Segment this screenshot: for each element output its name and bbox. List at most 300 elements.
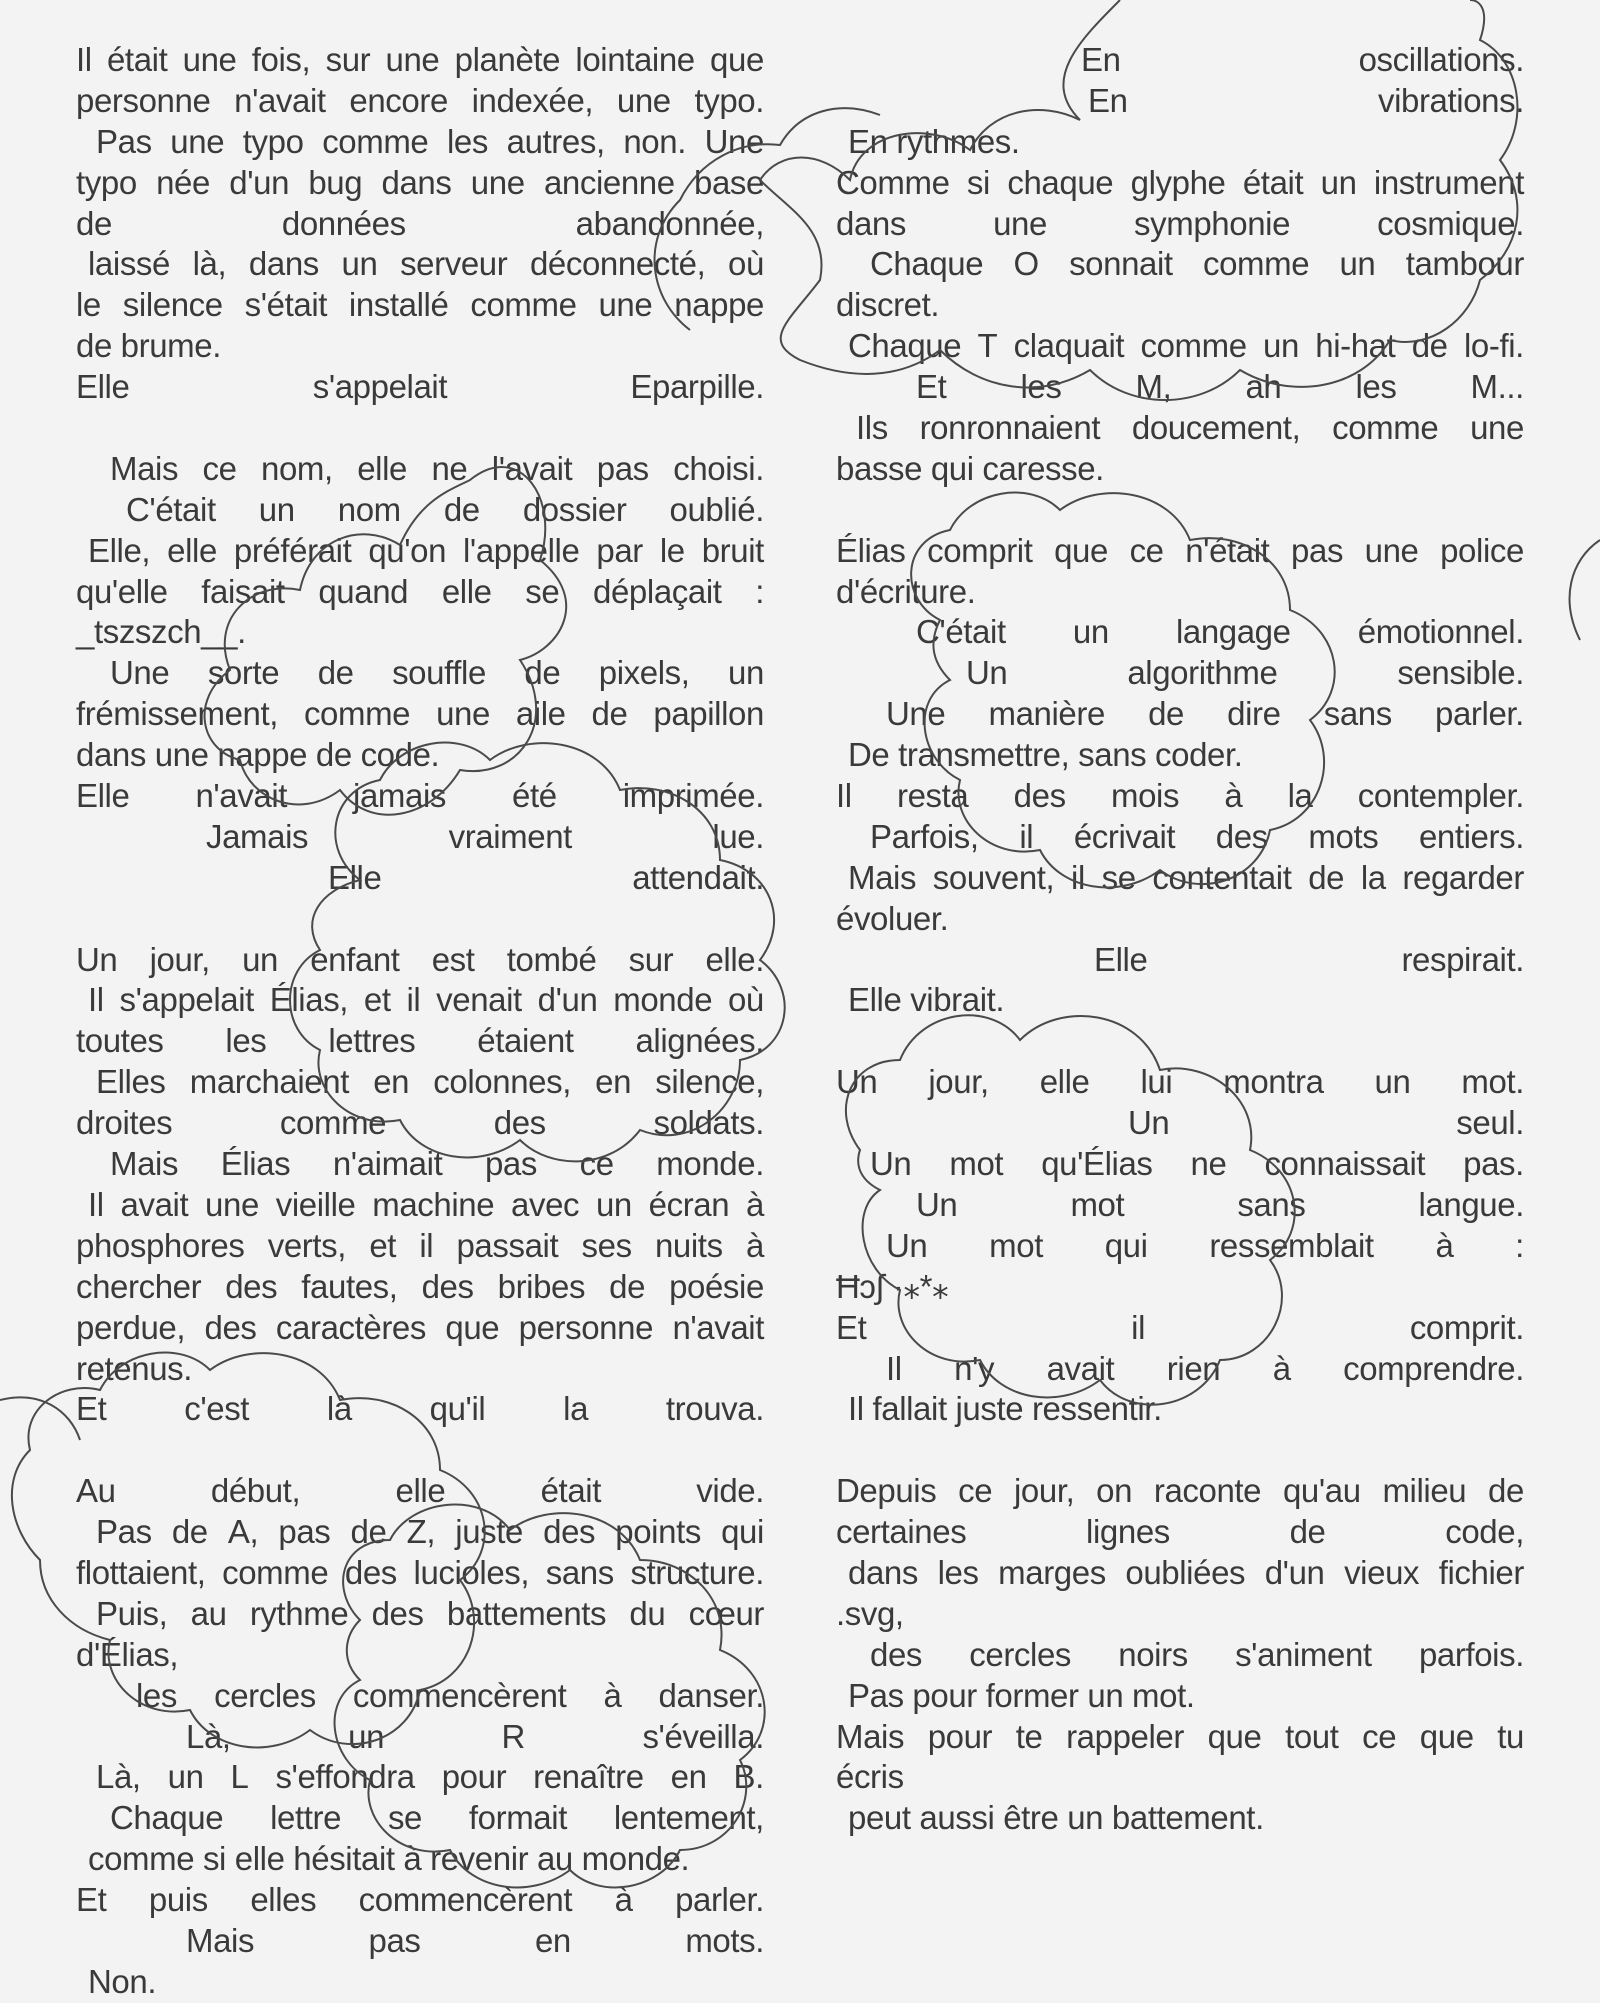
word: s'animent bbox=[1235, 1635, 1372, 1673]
word: qui bbox=[1104, 1226, 1148, 1264]
word: Pas bbox=[96, 122, 152, 160]
word: Un bbox=[836, 1063, 878, 1101]
text-line bbox=[836, 367, 1524, 408]
word: instrument bbox=[1373, 163, 1524, 201]
word: jour, bbox=[1013, 1472, 1075, 1510]
outline-shape-left-edge bbox=[0, 1397, 80, 1440]
word: entiers. bbox=[1418, 817, 1524, 855]
word: typo. bbox=[694, 81, 764, 119]
word: Et bbox=[836, 1308, 867, 1346]
word: verts, bbox=[267, 1226, 347, 1264]
word: frémissement, bbox=[76, 695, 279, 733]
word: formait bbox=[468, 1799, 567, 1837]
word: de bbox=[609, 1267, 646, 1305]
word: nappe bbox=[674, 286, 764, 324]
text-line bbox=[76, 694, 764, 735]
word: une bbox=[170, 122, 225, 160]
word: colonnes, bbox=[433, 1063, 571, 1101]
word: déconnecté, bbox=[529, 245, 706, 283]
word: Chaque bbox=[870, 245, 984, 283]
text-line bbox=[76, 204, 764, 245]
word: contentait bbox=[1152, 858, 1292, 896]
word: tout bbox=[1285, 1717, 1339, 1755]
word: certaines bbox=[836, 1513, 967, 1551]
text-line bbox=[836, 1512, 1524, 1553]
word: venait bbox=[436, 981, 522, 1019]
word: qu'Élias bbox=[1041, 1145, 1153, 1183]
word: puis bbox=[148, 1881, 208, 1919]
word: n'aimait bbox=[332, 1145, 443, 1183]
word: lettre bbox=[270, 1799, 342, 1837]
word: mot bbox=[989, 1226, 1043, 1264]
text-line bbox=[836, 1062, 1524, 1103]
word: Élias bbox=[836, 531, 906, 569]
word: les bbox=[1355, 368, 1397, 406]
word: base bbox=[694, 163, 764, 201]
word: Là, bbox=[96, 1758, 141, 1796]
word: avec bbox=[511, 1185, 580, 1223]
word: caractères bbox=[275, 1308, 426, 1346]
word: qu'au bbox=[1282, 1472, 1361, 1510]
word: sonnait bbox=[1069, 245, 1173, 283]
text-line: De transmettre, sans coder. bbox=[848, 736, 1243, 774]
word: noirs bbox=[1118, 1635, 1188, 1673]
word: choisi. bbox=[673, 449, 764, 487]
word: d'un bbox=[537, 981, 598, 1019]
word: attendait. bbox=[632, 858, 764, 896]
text-line bbox=[76, 285, 764, 326]
word: points bbox=[615, 1513, 701, 1551]
word: lointaine bbox=[575, 41, 695, 78]
word: n'avait bbox=[195, 777, 288, 815]
word: : bbox=[1515, 1226, 1524, 1264]
word: des bbox=[543, 1513, 596, 1551]
word: lucioles, bbox=[413, 1553, 530, 1591]
left-column bbox=[76, 40, 764, 2003]
word: de bbox=[1308, 858, 1345, 896]
word: ne bbox=[1190, 1145, 1227, 1183]
word: claquait bbox=[1013, 327, 1125, 365]
word: connaissait bbox=[1264, 1145, 1426, 1183]
word: un bbox=[242, 940, 279, 978]
word: préférait bbox=[233, 531, 352, 569]
word: Elle, bbox=[88, 531, 151, 569]
text-line: Non. bbox=[88, 1962, 157, 2000]
word: Elle bbox=[1094, 940, 1148, 978]
word: à bbox=[614, 1881, 633, 1919]
word: parler. bbox=[1435, 695, 1524, 733]
word: Ils bbox=[856, 409, 888, 447]
word: à bbox=[746, 1185, 764, 1223]
word: lue. bbox=[712, 817, 764, 855]
text-line bbox=[836, 1349, 1524, 1390]
word: indexée, bbox=[471, 81, 594, 119]
word: à bbox=[1272, 1349, 1291, 1387]
word: marges bbox=[998, 1553, 1106, 1591]
text-line bbox=[836, 858, 1524, 899]
word: cercles bbox=[969, 1635, 1072, 1673]
word: passait bbox=[456, 1226, 559, 1264]
word: structure. bbox=[630, 1553, 764, 1591]
word: comme bbox=[322, 122, 429, 160]
text-line bbox=[836, 776, 1524, 817]
text-line: basse qui caresse. bbox=[836, 449, 1104, 487]
word: C'était bbox=[126, 490, 216, 528]
text-line bbox=[76, 1553, 764, 1594]
word: Un bbox=[76, 940, 118, 978]
text-line bbox=[76, 122, 764, 163]
word: personne bbox=[518, 1308, 654, 1346]
word: fautes, bbox=[301, 1267, 398, 1305]
word: Il bbox=[76, 41, 92, 78]
word: oublié. bbox=[669, 490, 764, 528]
word: Puis, bbox=[96, 1594, 168, 1632]
text-line: retenus. bbox=[76, 1349, 193, 1387]
text-line: Il fallait juste ressentir. bbox=[848, 1390, 1162, 1428]
word: de bbox=[1488, 1472, 1524, 1510]
word: à bbox=[603, 1676, 622, 1714]
text-line bbox=[76, 1389, 764, 1430]
word: bug bbox=[308, 163, 363, 201]
word: bribes bbox=[497, 1267, 586, 1305]
text-line bbox=[76, 40, 764, 81]
word: de bbox=[317, 654, 354, 692]
word: des bbox=[371, 1594, 424, 1632]
word: comprendre. bbox=[1343, 1349, 1524, 1387]
text-line: peut aussi être un battement. bbox=[848, 1799, 1264, 1837]
word: Comme bbox=[836, 163, 950, 201]
word: là, bbox=[192, 245, 227, 283]
word: une bbox=[205, 1185, 259, 1223]
word: pas bbox=[596, 449, 649, 487]
text-line bbox=[76, 1512, 764, 1553]
word: silence bbox=[122, 286, 223, 324]
word: à bbox=[1224, 777, 1243, 815]
word: il bbox=[1131, 1308, 1146, 1346]
word: une bbox=[470, 163, 525, 201]
text-line bbox=[76, 81, 764, 122]
text-line bbox=[836, 612, 1524, 653]
word: R bbox=[501, 1717, 525, 1755]
word: pas. bbox=[1463, 1145, 1524, 1183]
word: étaient bbox=[477, 1022, 574, 1060]
word: oubliées bbox=[1125, 1553, 1246, 1591]
word: tu bbox=[1497, 1717, 1524, 1755]
word: pas bbox=[1291, 531, 1344, 569]
word: n'y bbox=[954, 1349, 995, 1387]
outline-shape-right-edge bbox=[1570, 540, 1600, 640]
word: elle bbox=[441, 572, 492, 610]
word: bruit bbox=[701, 531, 764, 569]
word: laissé bbox=[88, 245, 170, 283]
word: Et bbox=[76, 1881, 107, 1919]
text-line: de brume. bbox=[76, 327, 221, 365]
word: dans bbox=[381, 163, 452, 201]
word: Il bbox=[836, 777, 852, 815]
word: Mais bbox=[836, 1717, 905, 1755]
word: se bbox=[525, 572, 560, 610]
word: sorte bbox=[207, 654, 280, 692]
word: écrivait bbox=[1073, 817, 1176, 855]
word: Un bbox=[886, 1226, 928, 1264]
word: Elle bbox=[76, 777, 130, 815]
word: vieille bbox=[275, 1185, 356, 1223]
word: l'avait bbox=[491, 449, 573, 487]
text-line bbox=[76, 1921, 764, 1962]
word: là bbox=[326, 1390, 352, 1428]
word: vraiment bbox=[448, 817, 572, 855]
word: des bbox=[1013, 777, 1066, 815]
text-line bbox=[76, 980, 764, 1021]
word: un bbox=[1263, 327, 1299, 365]
word: une bbox=[182, 41, 237, 78]
word: à bbox=[745, 1226, 764, 1264]
word: L bbox=[230, 1758, 249, 1796]
word: les bbox=[225, 1022, 267, 1060]
word: Il bbox=[88, 981, 104, 1019]
word: ne bbox=[431, 449, 468, 487]
word: début, bbox=[210, 1472, 301, 1510]
word: de bbox=[171, 1513, 208, 1551]
word: resta bbox=[897, 777, 969, 815]
word: qu'on bbox=[368, 531, 447, 569]
word: Il bbox=[88, 1185, 104, 1223]
text-line bbox=[76, 163, 764, 204]
word: doucement, bbox=[1131, 409, 1301, 447]
text-line bbox=[836, 1144, 1524, 1185]
word: nuits bbox=[654, 1226, 723, 1264]
word: d'un bbox=[1264, 1553, 1325, 1591]
word: elles bbox=[250, 1881, 317, 1919]
word: et bbox=[363, 981, 391, 1019]
word: T bbox=[977, 327, 998, 365]
word: Parfois, bbox=[870, 817, 979, 855]
text-line bbox=[76, 1676, 764, 1717]
text-line bbox=[76, 1798, 764, 1839]
word: s'était bbox=[244, 286, 328, 324]
word: d'un bbox=[229, 163, 290, 201]
word: typo bbox=[76, 163, 137, 201]
word: quand bbox=[318, 572, 409, 610]
word: tombé bbox=[506, 940, 597, 978]
word: des bbox=[344, 1553, 397, 1591]
word: elle bbox=[357, 449, 407, 487]
text-line bbox=[836, 1308, 1524, 1349]
word: contempler. bbox=[1357, 777, 1524, 815]
word: O bbox=[1013, 245, 1039, 283]
word: mot bbox=[1070, 1185, 1125, 1223]
text-line bbox=[836, 408, 1524, 449]
word: nom bbox=[337, 490, 401, 528]
word: non. bbox=[623, 122, 686, 160]
word: chercher bbox=[76, 1267, 202, 1305]
text-line bbox=[836, 1553, 1524, 1594]
word: juste bbox=[455, 1513, 523, 1551]
word: Au bbox=[76, 1472, 116, 1510]
word: à bbox=[1435, 1226, 1454, 1264]
word: trouva. bbox=[665, 1390, 764, 1428]
word: la bbox=[563, 1390, 589, 1428]
word: glyphe bbox=[1130, 163, 1226, 201]
word: la bbox=[1287, 777, 1313, 815]
word: Il bbox=[886, 1349, 902, 1387]
word: mots bbox=[1308, 817, 1379, 855]
text-line bbox=[76, 776, 764, 817]
word: le bbox=[659, 531, 685, 569]
word: comme bbox=[279, 1104, 387, 1142]
word: pour bbox=[927, 1717, 993, 1755]
word: Un bbox=[916, 1185, 958, 1223]
word: cœur bbox=[688, 1594, 764, 1632]
word: hi-hat bbox=[1315, 327, 1396, 365]
word: jour, bbox=[149, 940, 210, 978]
word: sur bbox=[325, 41, 371, 78]
word: En bbox=[1088, 81, 1128, 119]
word: Mais bbox=[848, 858, 917, 896]
word: souvent, bbox=[932, 858, 1055, 896]
word: comme bbox=[1140, 327, 1247, 365]
text-line: d'écriture. bbox=[836, 572, 976, 610]
word: Z, bbox=[406, 1513, 436, 1551]
word: en bbox=[534, 1921, 571, 1959]
word: dans bbox=[848, 1553, 918, 1591]
word: respirait. bbox=[1401, 940, 1524, 978]
word: était bbox=[540, 1472, 601, 1510]
word: une bbox=[436, 695, 490, 733]
word: regarder bbox=[1402, 858, 1524, 896]
word: encore bbox=[349, 81, 448, 119]
word: en bbox=[595, 1063, 632, 1101]
word: qu'elle bbox=[76, 572, 168, 610]
word: Chaque bbox=[848, 327, 962, 365]
word: il bbox=[1019, 817, 1034, 855]
word: te bbox=[1015, 1717, 1043, 1755]
text-line bbox=[76, 531, 764, 572]
word: au bbox=[190, 1594, 227, 1632]
word: planète bbox=[454, 41, 561, 78]
word: toutes bbox=[76, 1022, 164, 1060]
word: montra bbox=[1223, 1063, 1324, 1101]
word: raconte bbox=[1153, 1472, 1262, 1510]
word: née bbox=[156, 163, 210, 201]
word: émotionnel. bbox=[1357, 613, 1524, 651]
word: une bbox=[1470, 409, 1524, 447]
word: des bbox=[204, 1308, 257, 1346]
word: un bbox=[1320, 163, 1357, 201]
word: jour, bbox=[928, 1063, 989, 1101]
word: abandonnée, bbox=[575, 204, 764, 242]
word: n'avait bbox=[672, 1308, 764, 1346]
word: où bbox=[728, 245, 764, 283]
word: sans bbox=[1237, 1185, 1306, 1223]
text-line bbox=[836, 653, 1524, 694]
word: ce bbox=[579, 1145, 614, 1183]
word: pour bbox=[441, 1758, 507, 1796]
word: Mais bbox=[110, 1145, 179, 1183]
word: un bbox=[1374, 1063, 1411, 1101]
word: elle bbox=[167, 531, 217, 569]
word: les bbox=[1020, 368, 1062, 406]
word: se bbox=[1101, 858, 1136, 896]
word: se bbox=[387, 1799, 423, 1837]
word: aile bbox=[515, 695, 566, 733]
word: de bbox=[350, 1513, 387, 1551]
text-line bbox=[836, 1471, 1524, 1512]
text-line bbox=[836, 817, 1524, 858]
word: monde bbox=[613, 981, 713, 1019]
word: code, bbox=[1445, 1513, 1524, 1551]
word: un bbox=[341, 245, 378, 283]
word: Un bbox=[870, 1145, 912, 1183]
word: Élias bbox=[220, 1145, 291, 1183]
word: lignes bbox=[1086, 1513, 1170, 1551]
word: pas bbox=[484, 1145, 537, 1183]
word: M... bbox=[1470, 368, 1524, 406]
word: Mais bbox=[186, 1921, 255, 1959]
word: dossier bbox=[522, 490, 627, 528]
word: Eparpille. bbox=[630, 368, 764, 406]
text-line bbox=[836, 940, 1524, 981]
word: chaque bbox=[1007, 163, 1114, 201]
word: serveur bbox=[400, 245, 508, 283]
word: un bbox=[167, 1758, 204, 1796]
word: sans bbox=[545, 1553, 614, 1591]
text-line bbox=[76, 244, 764, 285]
word: en bbox=[373, 1063, 410, 1101]
word: mois bbox=[1110, 777, 1180, 815]
text-line: d'Élias, bbox=[76, 1635, 179, 1673]
word: perdue, bbox=[76, 1308, 186, 1346]
text-line bbox=[76, 1717, 764, 1758]
word: la bbox=[1360, 858, 1386, 896]
word: lentement, bbox=[613, 1799, 764, 1837]
word: avait bbox=[120, 1185, 189, 1223]
word: seul. bbox=[1456, 1104, 1524, 1142]
text-line: discret. bbox=[836, 286, 940, 324]
word: soldats. bbox=[653, 1104, 764, 1142]
word: c'est bbox=[184, 1390, 250, 1428]
word: flottaient, bbox=[76, 1553, 206, 1591]
word: de bbox=[76, 204, 112, 242]
word: renaître bbox=[533, 1758, 644, 1796]
text-line bbox=[76, 940, 764, 981]
word: un bbox=[728, 654, 764, 692]
word: vibrations. bbox=[1377, 81, 1524, 119]
word: Une bbox=[704, 122, 764, 160]
word: phosphores bbox=[76, 1226, 245, 1264]
word: de bbox=[524, 654, 561, 692]
word: mots. bbox=[685, 1921, 764, 1959]
text-line bbox=[76, 1062, 764, 1103]
word: langue. bbox=[1418, 1185, 1524, 1223]
word: Elle bbox=[328, 858, 382, 896]
word: les bbox=[447, 122, 488, 160]
word: typo bbox=[242, 122, 304, 160]
word: que bbox=[445, 1308, 500, 1346]
word: comme bbox=[303, 695, 411, 733]
word: n'était bbox=[1185, 531, 1270, 569]
word: autres, bbox=[506, 122, 605, 160]
word: parler. bbox=[675, 1881, 764, 1919]
word: comme bbox=[222, 1553, 329, 1591]
word: vide. bbox=[696, 1472, 764, 1510]
word: machine bbox=[372, 1185, 495, 1223]
word: En bbox=[1081, 41, 1121, 78]
word: s'éveilla. bbox=[642, 1717, 764, 1755]
word: des bbox=[493, 1104, 546, 1142]
word: il bbox=[406, 981, 421, 1019]
word: nom, bbox=[261, 449, 333, 487]
